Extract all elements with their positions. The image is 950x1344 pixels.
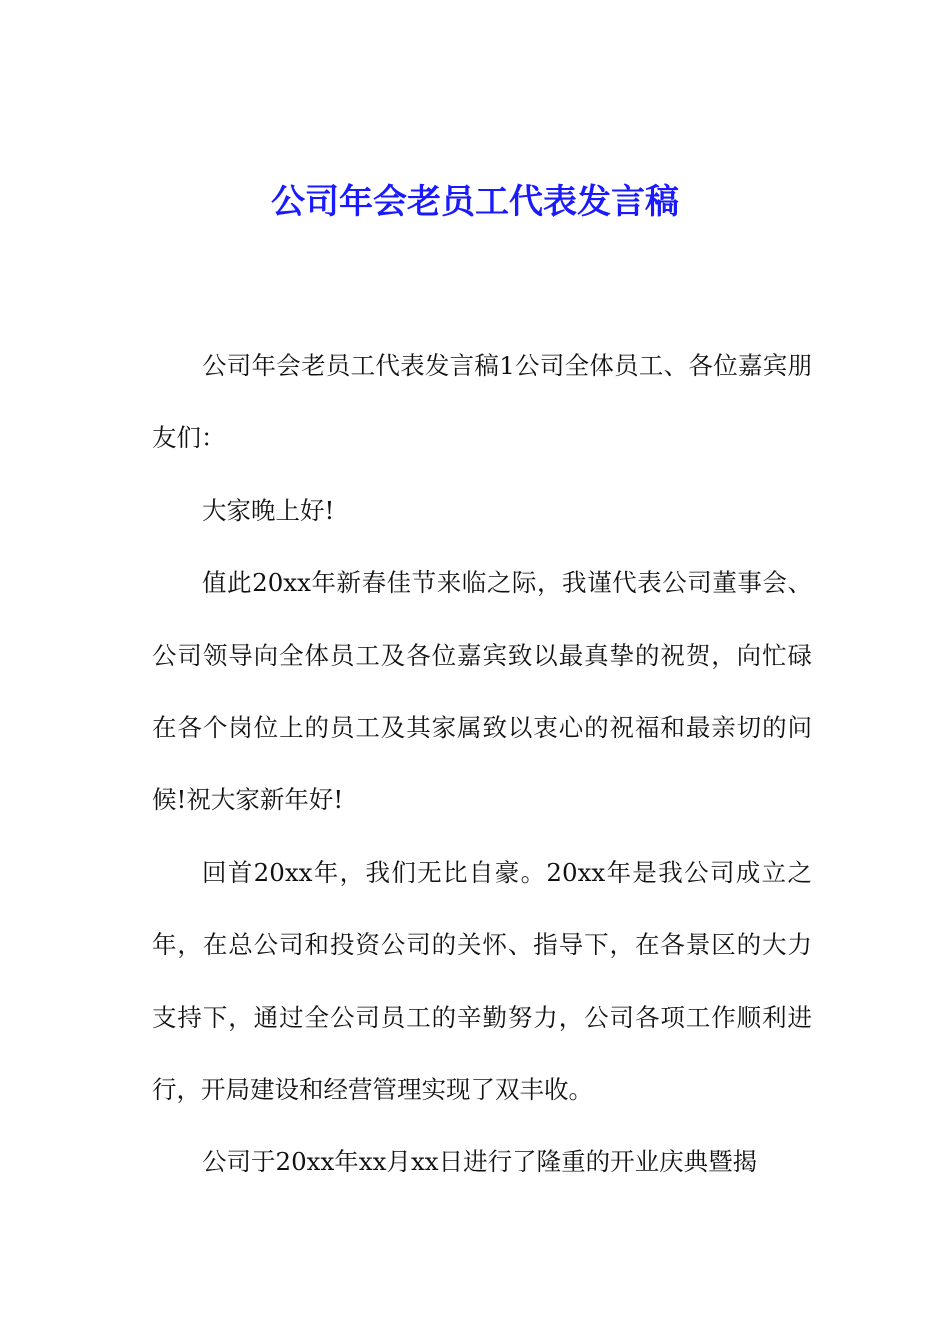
document-title: 公司年会老员工代表发言稿 (271, 182, 679, 222)
paragraph-good-evening: 大家晚上好! (202, 495, 335, 525)
paragraph-greeting: 公司年会老员工代表发言稿1公司全体员工、各位嘉宾朋友们： (152, 351, 812, 453)
paragraph-opening-ceremony: 公司于20xx年xx月xx日进行了隆重的开业庆典暨揭 (202, 1147, 758, 1177)
document-body (152, 330, 812, 1199)
paragraph-new-year-wishes: 值此20xx年新春佳节来临之际，我谨代表公司董事会、公司领导向全体员工及各位嘉宾致以最真挚的祝贺，向忙碌在各个岗位上的员工及其家属致以衷心的祝福和最亲切的问候!祝大家新年好! (152, 568, 812, 815)
paragraph-review: 回首20xx年，我们无比自豪。20xx年是我公司成立之年，在总公司和投资公司的关怀、指导下，在各景区的大力支持下，通过全公司员工的辛勤努力，公司各项工作顺利进行，开局建设和经营管理实现了双丰收。 (152, 857, 812, 1105)
